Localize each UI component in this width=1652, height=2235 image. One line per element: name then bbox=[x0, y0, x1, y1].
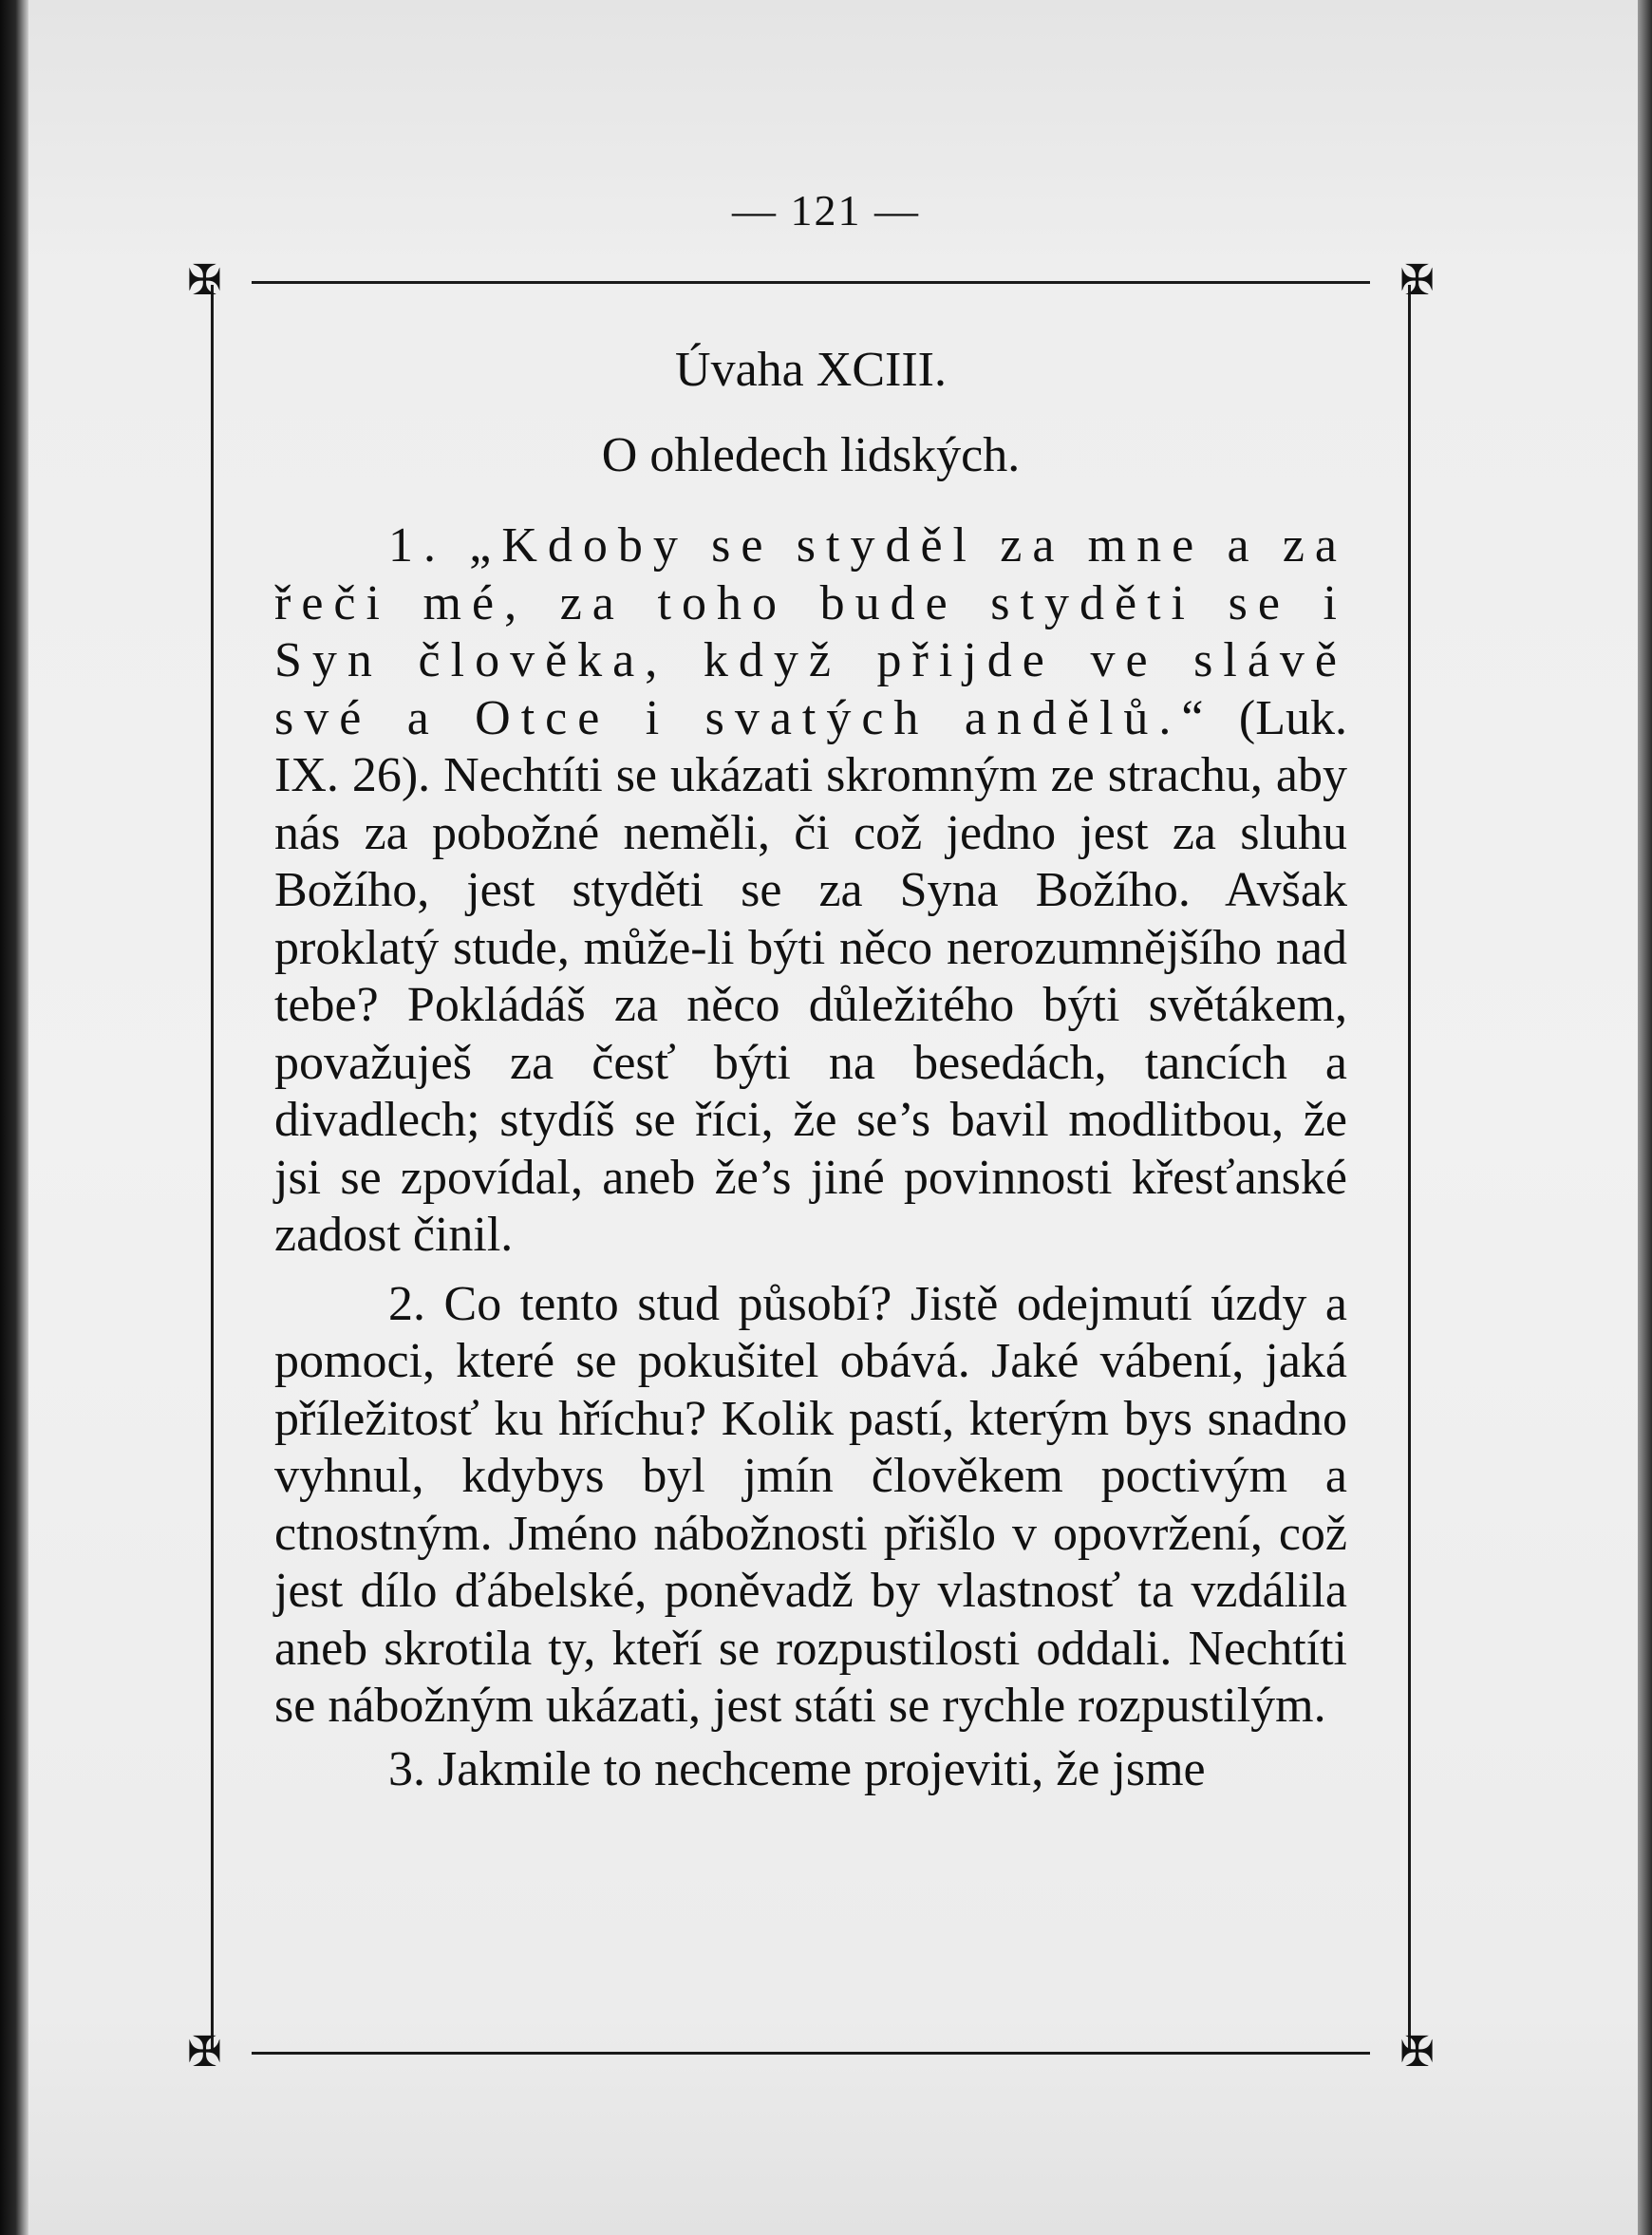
frame-top-rule bbox=[252, 281, 1370, 284]
paragraph-1-body: (Luk. IX. 26). Nechtíti se ukázati skromným ze strachu, aby nás za pobožné neměli, či což jedno jest za sluhu Božího, jest styděti se za Syna Božího. Avšak proklatý stude, může-li býti něco nerozumnějšího nad tebe? Pokládáš za něco důležitého býti světákem, považuješ za česť býti na besedách, tancích a divadlech; stydíš se říci, že se’s bavil modlitbou, že jsi se zpovídal, aneb že’s jiné povinnosti křesťanské zadost činil. bbox=[274, 690, 1347, 1262]
paragraph-2: 2. Co tento stud působí? Jistě odejmutí úzdy a pomoci, které se pokušitel obává. Jaké vábení, jaká příležitosť ku hříchu? Kolik pastí, kterým bys snadno vyhnul, kdybys byl jmín člověkem poctivým a ctnostným. Jméno nábožnosti přišlo v opovržení, což jest dílo ďábelské, poněvadž by vlastnosť ta vzdálila aneb skrotila ty, kteří se rozpustilosti oddali. Nechtíti se nábožným ukázati, jest státi se rychle rozpustilým. bbox=[274, 1276, 1347, 1733]
page-number: — 121 — bbox=[732, 186, 920, 235]
page-edge bbox=[1638, 0, 1652, 2235]
paragraph-3: 3. Jakmile to nechceme projeviti, že jsme bbox=[388, 1741, 1206, 1796]
chapter-title: Úvaha XCIII. bbox=[675, 343, 947, 397]
frame-bottom-rule bbox=[252, 2052, 1370, 2055]
ornament-corner-icon: ✠ bbox=[187, 256, 222, 305]
scripture-quote: 1. „Kdoby se styděl za mne a za řeči mé, za toho bude styděti se i Syn člověka, když přijde ve slávě své a Otce i svatých andělů.“ bbox=[274, 518, 1347, 745]
ornament-corner-icon: ✠ bbox=[1399, 2028, 1435, 2076]
book-spine bbox=[0, 0, 28, 2235]
paragraph-1 bbox=[274, 517, 1347, 1265]
chapter-subtitle: O ohledech lidských. bbox=[601, 428, 1021, 482]
ornament-corner-icon: ✠ bbox=[187, 2028, 222, 2076]
page-content bbox=[274, 337, 1347, 1798]
ornament-corner-icon: ✠ bbox=[1399, 256, 1435, 305]
